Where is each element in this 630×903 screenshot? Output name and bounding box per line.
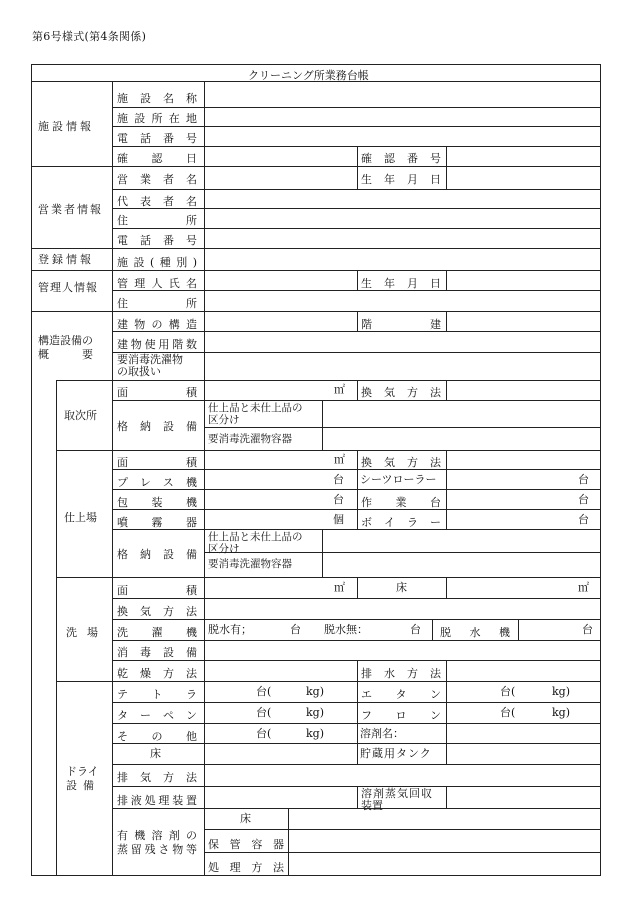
section-washing: 洗場 xyxy=(66,626,108,639)
grid-line xyxy=(31,311,600,312)
field-label: シーツローラー xyxy=(360,473,437,486)
grid-line xyxy=(446,681,447,764)
grid-line xyxy=(112,352,600,353)
grid-line xyxy=(56,450,600,451)
field-label: 装置 xyxy=(361,799,383,812)
grid-line xyxy=(204,829,600,830)
field-label: 電話番号 xyxy=(117,234,197,247)
grid-line xyxy=(112,619,600,620)
unit-label: 台 xyxy=(578,493,589,506)
field-label: 作業台 xyxy=(361,496,441,509)
grid-line xyxy=(518,619,519,640)
field-label: 施設(種別) xyxy=(117,256,197,269)
grid-line xyxy=(204,852,600,853)
grid-line xyxy=(446,786,447,808)
field-label: 溶剤蒸気回収 xyxy=(361,787,433,800)
field-label: 要消毒洗濯物 xyxy=(117,353,183,366)
field-label: 要消毒洗濯物容器 xyxy=(208,558,292,570)
grid-line xyxy=(322,529,323,577)
field-label: 乾燥方法 xyxy=(117,667,197,680)
unit-label: ㎡ xyxy=(334,453,345,466)
unit-label: 個 xyxy=(333,513,344,526)
field-label: 溶剤名： xyxy=(360,727,404,740)
field-label: 面積 xyxy=(117,386,197,399)
field-label: 保管容器 xyxy=(208,838,284,851)
field-label: kg) xyxy=(306,685,324,698)
grid-line xyxy=(31,248,600,249)
field-label: 貯蔵用タンク xyxy=(360,747,432,760)
field-label: 区分け xyxy=(208,414,240,426)
grid-line xyxy=(112,509,600,510)
field-label: ボイラー xyxy=(361,516,441,529)
grid-line xyxy=(432,619,433,640)
field-label: 噴霧器 xyxy=(117,516,197,529)
unit-label: ㎡ xyxy=(334,581,345,594)
grid-line xyxy=(112,107,600,108)
field-label: プレス機 xyxy=(117,476,197,489)
field-label: エタン xyxy=(361,688,441,701)
grid-line xyxy=(112,208,600,209)
grid-line xyxy=(112,146,600,147)
section-operator-info: 営業者情報 xyxy=(38,203,103,216)
field-label: 処理方法 xyxy=(208,861,284,874)
field-label: 確認番号 xyxy=(361,152,441,165)
field-label: 床 xyxy=(240,812,251,825)
grid-line xyxy=(112,786,600,787)
ledger-title: クリーニング所業務台帳 xyxy=(248,69,369,82)
grid-line xyxy=(446,166,447,189)
grid-line xyxy=(56,681,600,682)
field-label: 住所 xyxy=(117,297,197,310)
grid-line xyxy=(204,81,205,876)
grid-line xyxy=(112,598,600,599)
unit-label: 台 xyxy=(582,623,593,636)
field-label: 階建 xyxy=(361,318,441,331)
field-label: 脱水無： xyxy=(324,623,368,636)
field-label: 包装機 xyxy=(117,496,197,509)
grid-line xyxy=(357,380,358,400)
field-label: kg) xyxy=(306,706,324,719)
grid-line xyxy=(357,450,358,529)
field-label: 確認日 xyxy=(117,152,197,165)
field-label: kg) xyxy=(552,706,570,719)
grid-line xyxy=(357,786,358,808)
grid-line xyxy=(112,400,600,401)
field-label: 消毒設備 xyxy=(117,646,197,659)
form-title: 第6号様式(第4条関係) xyxy=(32,30,147,43)
unit-label: 台 xyxy=(578,473,589,486)
grid-line xyxy=(357,660,358,681)
field-label: 電話番号 xyxy=(117,132,197,145)
section-manager-info: 管理人情報 xyxy=(38,281,98,294)
grid-line xyxy=(112,660,600,661)
field-label: 換気方法 xyxy=(117,605,197,618)
field-label: 換気方法 xyxy=(361,386,441,399)
field-label: 有機溶剤の xyxy=(117,829,197,842)
grid-line xyxy=(112,743,600,744)
field-label: 脱水有； xyxy=(208,623,252,636)
grid-line xyxy=(357,577,358,598)
grid-line xyxy=(112,529,600,530)
field-label: 格納設備 xyxy=(117,548,197,561)
grid-line xyxy=(357,146,358,166)
grid-line xyxy=(446,577,447,598)
field-label: 洗濯機 xyxy=(117,626,197,639)
field-label: 建物の構造 xyxy=(117,318,197,331)
field-label: フロン xyxy=(361,709,441,722)
field-label: 面積 xyxy=(117,584,197,597)
grid-line xyxy=(112,723,600,724)
field-label: 区分け xyxy=(208,543,240,555)
unit-label: ㎡ xyxy=(578,581,589,594)
grid-line xyxy=(446,450,447,529)
field-label: 床 xyxy=(150,747,161,760)
field-label: 台( xyxy=(500,685,516,698)
grid-line xyxy=(322,400,323,450)
field-label: ターペン xyxy=(117,709,197,722)
grid-line xyxy=(204,427,600,428)
grid-line xyxy=(357,270,358,290)
grid-line xyxy=(56,380,600,381)
grid-line xyxy=(56,380,57,876)
field-label: テトラ xyxy=(117,688,197,701)
unit-label: 台 xyxy=(578,513,589,526)
grid-line xyxy=(288,808,289,876)
field-label: 台( xyxy=(256,706,272,719)
field-label: 生年月日 xyxy=(361,277,441,290)
grid-line xyxy=(112,702,600,703)
grid-line xyxy=(112,189,600,190)
field-label: 格納設備 xyxy=(117,420,197,433)
unit-label: 台 xyxy=(333,493,344,506)
grid-line xyxy=(112,126,600,127)
grid-line xyxy=(357,311,358,331)
field-label: 管理人氏名 xyxy=(117,277,197,290)
section-facility-info: 施設情報 xyxy=(38,120,94,133)
grid-line xyxy=(446,146,447,166)
grid-line xyxy=(112,81,113,876)
field-label: 台( xyxy=(500,706,516,719)
field-label: 排気方法 xyxy=(117,771,197,784)
field-label: 仕上品と未仕上品の xyxy=(208,531,303,543)
grid-line xyxy=(204,552,600,553)
field-label: 排水方法 xyxy=(361,667,441,680)
grid-line xyxy=(112,808,600,809)
unit-label: 台 xyxy=(333,473,344,486)
grid-line xyxy=(446,660,447,681)
field-label: 営業者名 xyxy=(117,173,197,186)
grid-line xyxy=(357,681,358,764)
field-label: 代表者名 xyxy=(117,195,197,208)
field-label: 蒸留残さ物等 xyxy=(117,843,197,856)
grid-line xyxy=(446,270,447,290)
grid-line xyxy=(112,331,600,332)
field-label: kg) xyxy=(552,685,570,698)
field-label: 台( xyxy=(256,685,272,698)
field-label: 換気方法 xyxy=(361,456,441,469)
field-label: 床 xyxy=(396,581,407,594)
grid-line xyxy=(112,228,600,229)
unit-label: 台 xyxy=(290,623,301,636)
field-label: 住所 xyxy=(117,214,197,227)
grid-line xyxy=(112,469,600,470)
field-label: 排液処理装置 xyxy=(117,794,197,807)
field-label: 脱水機 xyxy=(440,626,510,639)
field-label: その他 xyxy=(117,730,197,743)
section-dry: ドライ xyxy=(66,765,99,778)
grid-line xyxy=(112,764,600,765)
grid-line xyxy=(446,311,447,331)
grid-line xyxy=(112,640,600,641)
field-label: 生年月日 xyxy=(361,173,441,186)
unit-label: 台 xyxy=(410,623,421,636)
unit-label: ㎡ xyxy=(334,383,345,396)
field-label: 要消毒洗濯物容器 xyxy=(208,433,292,445)
grid-line xyxy=(56,577,600,578)
field-label: 施設所在地 xyxy=(117,112,197,125)
grid-line xyxy=(31,166,600,167)
field-label: kg) xyxy=(306,727,324,740)
field-label: 台( xyxy=(256,727,272,740)
section-dry-b: 設備 xyxy=(66,779,100,792)
field-label: の取扱い xyxy=(117,365,161,378)
section-structure-b: 概 要 xyxy=(38,348,93,361)
section-registration-info: 登録情報 xyxy=(38,253,94,266)
field-label: 建物使用階数 xyxy=(117,338,197,351)
section-reception: 取次所 xyxy=(64,409,97,422)
section-finishing: 仕上場 xyxy=(64,511,97,524)
field-label: 仕上品と未仕上品の xyxy=(208,402,303,414)
grid-line xyxy=(357,166,358,189)
grid-line xyxy=(31,270,600,271)
grid-line xyxy=(446,380,447,400)
grid-line xyxy=(112,489,600,490)
field-label: 施設名称 xyxy=(117,92,197,105)
grid-line xyxy=(112,290,600,291)
section-structure: 構造設備の xyxy=(38,334,93,347)
field-label: 面積 xyxy=(117,456,197,469)
